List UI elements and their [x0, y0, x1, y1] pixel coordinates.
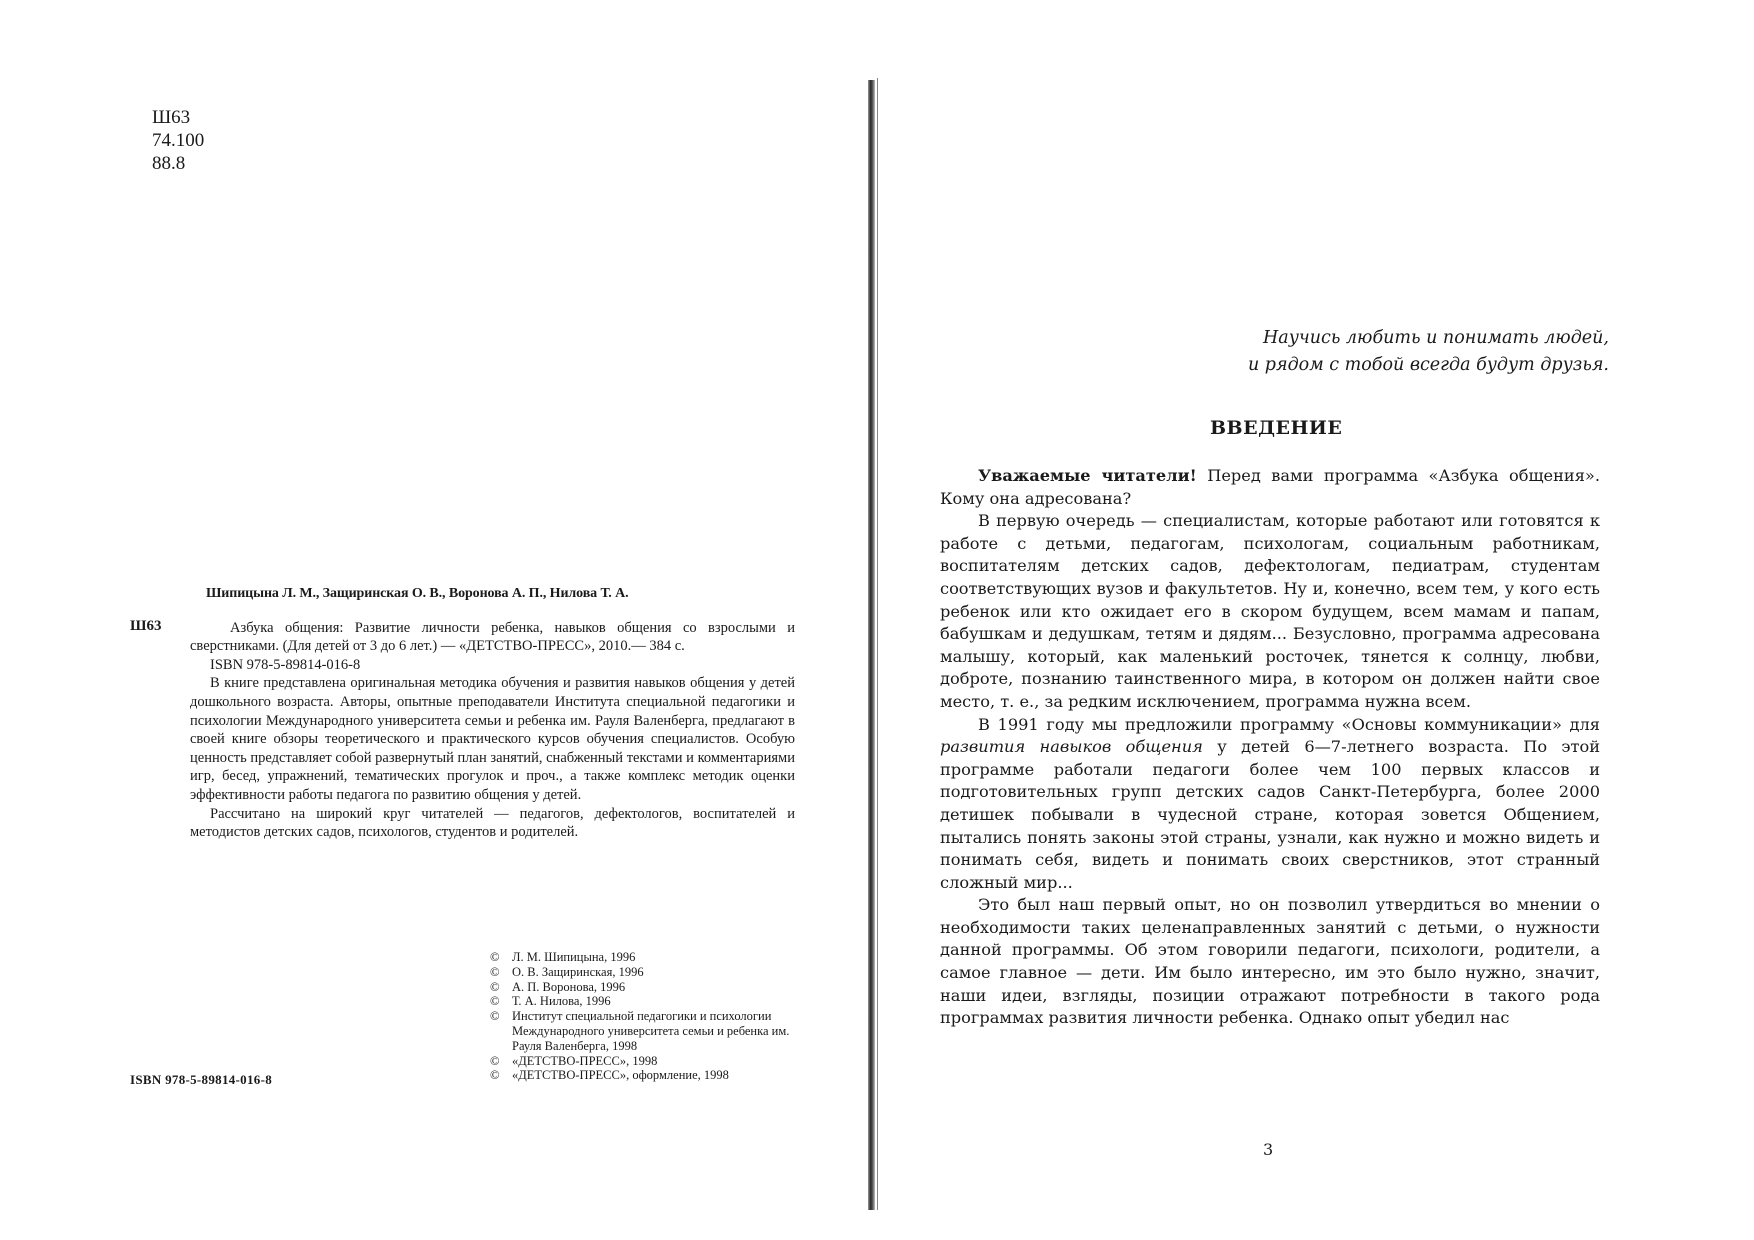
paragraph	[940, 465, 1600, 510]
copyright-symbol: ©	[490, 979, 500, 994]
paragraph-text: В 1991 году мы предложили программу «Основы коммуникации» для	[978, 714, 1600, 734]
catalog-authors: Шипицына Л. М., Защиринская О. В., Воронова А. П., Нилова Т. А.	[206, 586, 629, 601]
catalog-title: Азбука общения: Развитие личности ребенка, навыков общения со взрослыми и сверстниками. (Для детей от 3 до 6 лет.) — «ДЕТСТВО-ПРЕСС», 2010.— 384 с.	[190, 619, 795, 655]
paragraph	[940, 714, 1600, 895]
code-line: Ш63	[152, 107, 191, 128]
paragraph: Это был наш первый опыт, но он позволил утвердиться во мнении о необходимости таких целенаправленных занятий с детьми, о нужности данной программы. Об этом говорили педагоги, психологи, родители, а самое главное — дети. Им было интересно, им это было нужно, значит, наши идеи, взгляды, позиции отражают потребности в такого рода программах развития личности ребенка. Однако опыт убедил нас	[940, 895, 1600, 1028]
copyright-item	[490, 1068, 790, 1083]
epigraph	[1248, 325, 1609, 379]
paragraph: В первую очередь — специалистам, которые работают или готовятся к работе с детьми, педагогам, психологам, социальным работникам, воспитателям детских садов, дефектологам, педиатрам, студентам соответствующих вузов и факультетов. Ну и, конечно, всем тем, у кого есть ребенок или кто ожидает его в скором будущем, всем мамам и папам, бабушкам и дедушкам, тетям и дядям... Безусловно, программа адресована малышу, который, как маленький росточек, тянется к солнцу, любви, доброте, познанию таинственного мира, в котором он должен найти свое место, т. е., за редким исключением, программа нужна всем.	[940, 511, 1600, 711]
epigraph-line: и рядом с тобой всегда будут друзья.	[1247, 355, 1609, 375]
copyright-symbol: ©	[490, 1009, 500, 1024]
copyright-item	[490, 994, 790, 1009]
page-number: 3	[1263, 1140, 1274, 1159]
copyright-symbol: ©	[490, 964, 500, 979]
copyright-text: Т. А. Нилова, 1996	[512, 994, 611, 1009]
catalog-card	[130, 585, 795, 842]
copyright-item	[490, 1054, 790, 1069]
copyright-block	[490, 950, 790, 1083]
isbn-bottom: ISBN 978-5-89814-016-8	[130, 1072, 273, 1087]
paragraph-emphasis: развития навыков общения	[940, 737, 1203, 757]
paragraph-text: Перед вами программа «Азбука общения». Кому она адресована?	[940, 466, 1600, 508]
paragraph-text: у детей 6—7-летнего возраста. По этой программе работали педагоги более чем 100 первых классов и подготовительных групп детских садов Санкт-Петербурга, более 2000 детишек побывали в чудесной стране, которая зовется Общением, пытались понять законы этой страны, узнали, как нужно и можно видеть и понимать себя, видеть и понимать своих сверстников, этот странный сложный мир...	[940, 737, 1600, 892]
catalog-isbn: ISBN 978-5-89814-016-8	[210, 656, 361, 673]
copyright-symbol: ©	[490, 1068, 500, 1083]
classification-codes	[152, 106, 204, 175]
copyright-text: А. П. Воронова, 1996	[512, 979, 626, 994]
epigraph-line: Научись любить и понимать людей,	[1263, 328, 1609, 348]
gutter-line	[877, 78, 878, 1210]
paragraph-lead: Уважаемые читатели!	[978, 466, 1197, 485]
copyright-symbol: ©	[490, 1053, 500, 1068]
copyright-symbol: ©	[490, 994, 500, 1009]
intro-body	[940, 465, 1600, 1030]
catalog-code: Ш63	[130, 618, 162, 634]
left-page	[0, 0, 870, 1240]
copyright-text: Л. М. Шипицына, 1996	[512, 950, 636, 964]
copyright-item	[490, 1009, 790, 1053]
copyright-item	[490, 965, 790, 980]
copyright-text: О. В. Защиринская, 1996	[512, 964, 644, 979]
copyright-item	[490, 950, 790, 965]
copyright-item	[490, 980, 790, 995]
copyright-symbol: ©	[490, 950, 500, 964]
catalog-audience: Рассчитано на широкий круг читателей — педагогов, дефектологов, воспитателей и методистов детских садов, психологов, студентов и родителей.	[190, 805, 795, 841]
copyright-text: «ДЕТСТВО-ПРЕСС», оформление, 1998	[512, 1068, 729, 1083]
catalog-annotation: В книге представлена оригинальная методика обучения и развития навыков общения у детей дошкольного возраста. Авторы, опытные преподаватели Института специальной педагогики и психологии Международного университета семьи и ребенка им. Рауля Валенберга, предлагают в своей книге обзоры теоретического и практического курсов обучения специалистов. Особую ценность представляет собой развернутый план занятий, снабженный текстами и комментариями игр, бесед, упражнений, тематических прогулок и проч., а также комплекс методик оценки эффективности работы педагога по развитию общения у детей.	[190, 675, 795, 803]
chapter-heading: ВВЕДЕНИЕ	[1210, 417, 1343, 439]
book-gutter	[868, 80, 875, 1210]
copyright-text: «ДЕТСТВО-ПРЕСС», 1998	[512, 1053, 658, 1068]
code-line: 74.100	[152, 130, 205, 151]
copyright-text: Институт специальной педагогики и психологии Международного университета семьи и ребенка им. Рауля Валенберга, 1998	[512, 1009, 790, 1053]
code-line: 88.8	[152, 153, 186, 174]
